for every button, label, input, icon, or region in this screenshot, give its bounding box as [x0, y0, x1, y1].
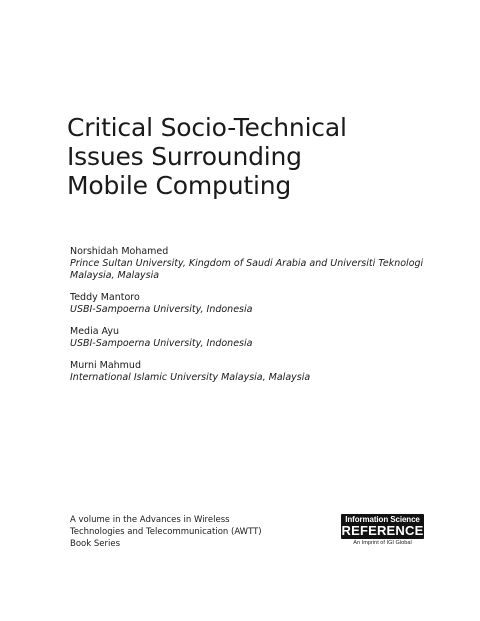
editor-entry	[70, 292, 430, 316]
publisher-logo	[341, 514, 424, 547]
publisher-logo-line2: REFERENCE	[341, 523, 424, 538]
series-note-line: Book Series	[70, 539, 120, 549]
editor-affiliation	[70, 372, 430, 384]
book-title-line: Mobile Computing	[67, 171, 292, 200]
editor-name: Teddy Mantoro	[70, 292, 140, 303]
publisher-logo-box	[341, 514, 424, 539]
publisher-imprint: An Imprint of IGI Global	[353, 540, 412, 546]
editor-name: Norshidah Mohamed	[70, 246, 169, 257]
editor-entry	[70, 326, 430, 350]
series-note-line: A volume in the Advances in Wireless	[70, 515, 230, 525]
series-note	[70, 514, 262, 550]
editor-affiliation-line: Malaysia, Malaysia	[70, 270, 160, 281]
editor-affiliation-line: Prince Sultan University, Kingdom of Saudi Arabia and Universiti Teknologi	[70, 258, 424, 269]
editor-affiliation-line: International Islamic University Malaysia, Malaysia	[70, 372, 311, 383]
editor-name: Murni Mahmud	[70, 360, 141, 371]
editor-affiliation	[70, 304, 430, 316]
book-title	[67, 113, 347, 200]
book-title-line: Critical Socio-Technical	[67, 113, 347, 142]
editor-entry	[70, 246, 430, 282]
editor-name: Media Ayu	[70, 326, 120, 337]
editor-entry	[70, 360, 430, 384]
editor-affiliation-line: USBI-Sampoerna University, Indonesia	[70, 304, 253, 315]
publisher-logo-line1: Information Science	[345, 515, 420, 524]
book-title-line: Issues Surrounding	[67, 142, 302, 171]
editor-affiliation-line: USBI-Sampoerna University, Indonesia	[70, 338, 253, 349]
editor-list	[70, 246, 430, 394]
editor-affiliation	[70, 338, 430, 350]
series-note-line: Technologies and Telecommunication (AWTT)	[70, 527, 262, 537]
editor-affiliation	[70, 258, 430, 282]
